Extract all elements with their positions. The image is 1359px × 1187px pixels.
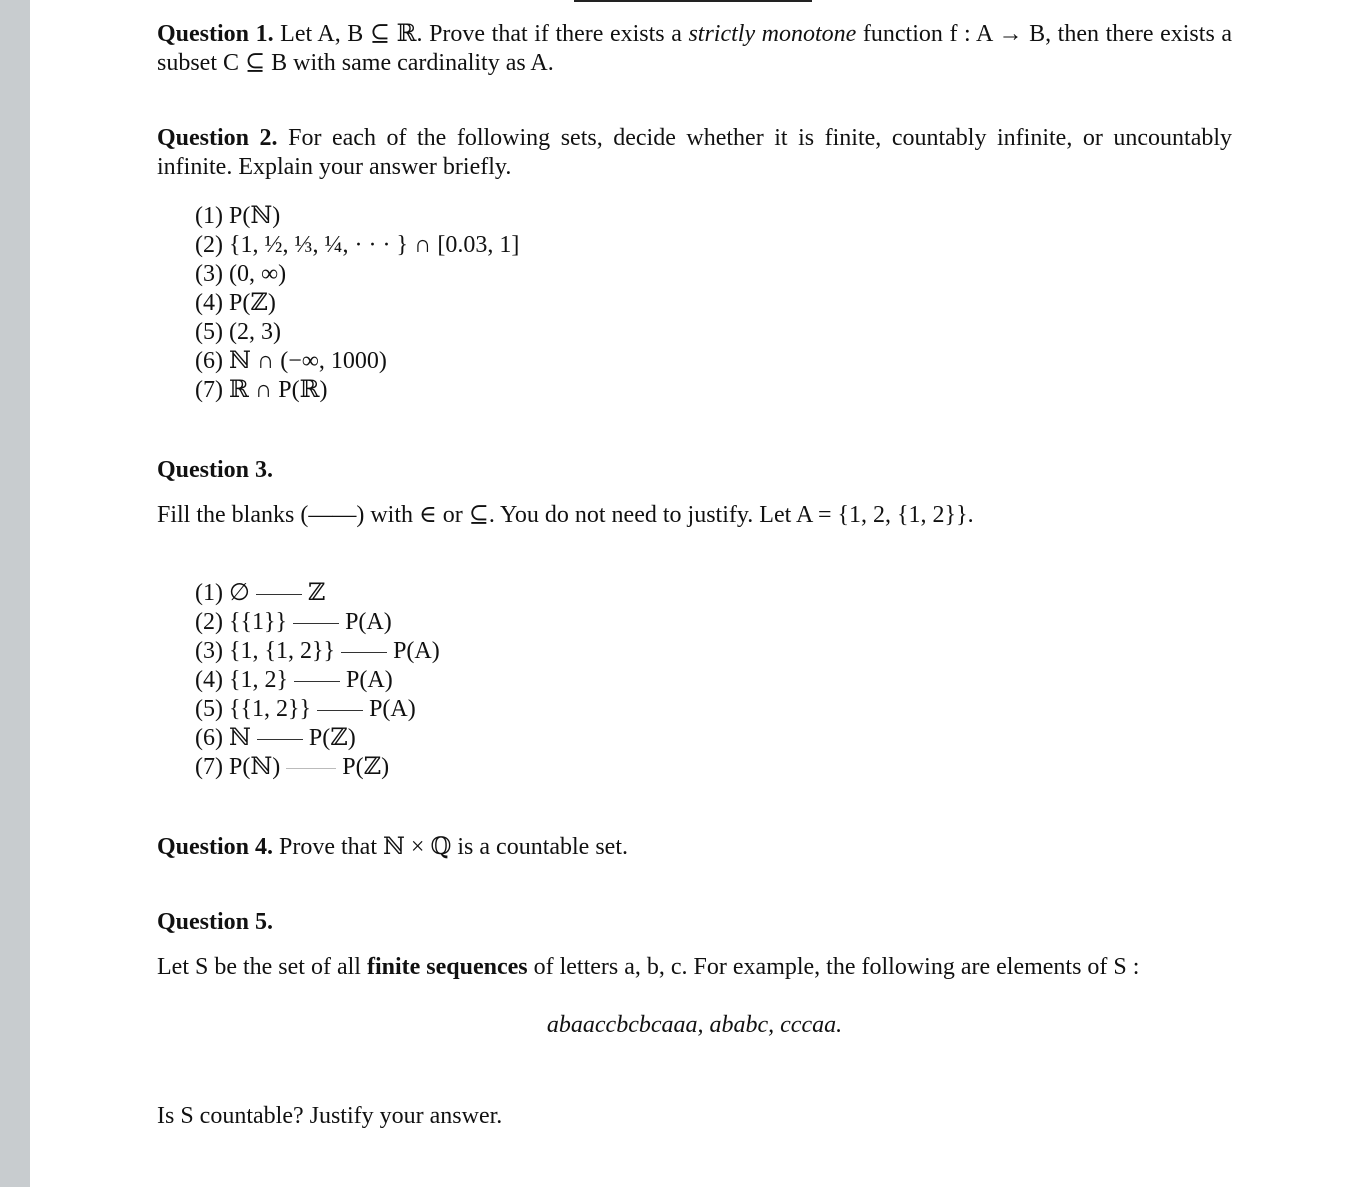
question-1-text-a: Let A, B ⊆ ℝ. Prove that if there exists a <box>280 21 689 47</box>
item-number: (1) <box>195 580 223 606</box>
item-left: P(ℕ) <box>228 754 281 780</box>
item-number: (6) <box>195 725 223 751</box>
question-2-text: For each of the following sets, decide whether it is finite, countably infinite, or uncountably infinite. Explain your answer briefly. <box>157 125 1233 180</box>
list-item: (1) P(ℕ) <box>195 203 281 229</box>
item-left: {{1, 2}} <box>228 696 312 722</box>
item-number: (2) <box>195 609 223 635</box>
item-right: P(A) <box>345 609 392 635</box>
list-item: (5) (2, 3) <box>195 319 281 345</box>
question-1-emphasis: strictly monotone <box>688 21 857 47</box>
question-2 <box>157 124 1232 182</box>
question-5-text <box>157 953 1232 982</box>
question-4 <box>157 833 1232 862</box>
answer-blank <box>286 768 336 769</box>
answer-blank <box>294 681 340 682</box>
question-3-text: Fill the blanks (——) with ∈ or ⊆. You do not need to justify. Let A = {1, 2, {1, 2}}. <box>157 502 974 528</box>
question-3-label: Question 3. <box>157 457 274 483</box>
question-4-label: Question 4. <box>157 834 274 860</box>
item-number: (3) <box>195 638 223 664</box>
item-left: ℕ <box>228 725 251 751</box>
answer-blank <box>341 652 387 653</box>
item-right: P(A) <box>393 638 440 664</box>
list-item: (7) ℝ ∩ P(ℝ) <box>195 377 328 403</box>
question-3-list <box>157 579 1232 782</box>
list-item: (3) (0, ∞) <box>195 261 287 287</box>
question-2-list <box>157 202 1232 405</box>
list-item: (6) ℕ ∩ (−∞, 1000) <box>195 348 387 374</box>
item-right: P(A) <box>346 667 393 693</box>
item-left: {1, 2} <box>228 667 289 693</box>
question-5-examples: abaaccbcbcaaa, ababc, cccaa. <box>546 1012 843 1038</box>
answer-blank <box>293 623 339 624</box>
list-item: (4) P(ℤ) <box>195 290 276 316</box>
item-right: P(ℤ) <box>342 754 390 780</box>
question-4-text: Prove that ℕ × ℚ is a countable set. <box>279 834 628 860</box>
answer-blank <box>317 710 363 711</box>
item-right: P(A) <box>369 696 416 722</box>
question-5-question: Is S countable? Justify your answer. <box>157 1103 503 1129</box>
answer-blank <box>256 594 302 595</box>
question-2-label: Question 2. <box>157 125 278 151</box>
question-5-label: Question 5. <box>157 909 274 935</box>
item-number: (4) <box>195 667 223 693</box>
list-item <box>195 608 1232 637</box>
question-5-heading <box>157 908 1232 937</box>
item-number: (5) <box>195 696 223 722</box>
item-left: {{1}} <box>228 609 288 635</box>
question-3-heading <box>157 456 1232 485</box>
list-item <box>195 695 1232 724</box>
item-number: (7) <box>195 754 223 780</box>
left-margin-bar <box>0 0 30 1187</box>
item-left: {1, {1, 2}} <box>228 638 336 664</box>
item-right: ℤ <box>307 580 326 606</box>
list-item <box>195 753 1232 782</box>
item-right: P(ℤ) <box>308 725 356 751</box>
list-item <box>195 724 1232 753</box>
list-item: (2) {1, ½, ⅓, ¼, · · · } ∩ [0.03, 1] <box>195 232 520 258</box>
item-left: ∅ <box>228 580 250 606</box>
question-1-text-b: function f : A → B, then there exists a subset C ⊆ B with same cardinality as A. <box>157 21 1233 76</box>
question-3-instructions <box>157 501 1232 530</box>
question-1-label: Question 1. <box>157 21 274 47</box>
list-item <box>195 637 1232 666</box>
question-5-text-b: of letters a, b, c. For example, the following are elements of S : <box>527 954 1140 980</box>
list-item <box>195 579 1232 608</box>
list-item <box>195 666 1232 695</box>
question-5-bold: finite sequences <box>366 954 528 980</box>
question-5-text-a: Let S be the set of all <box>157 954 367 980</box>
header-rule <box>574 0 812 2</box>
question-1 <box>157 20 1232 78</box>
answer-blank <box>257 739 303 740</box>
